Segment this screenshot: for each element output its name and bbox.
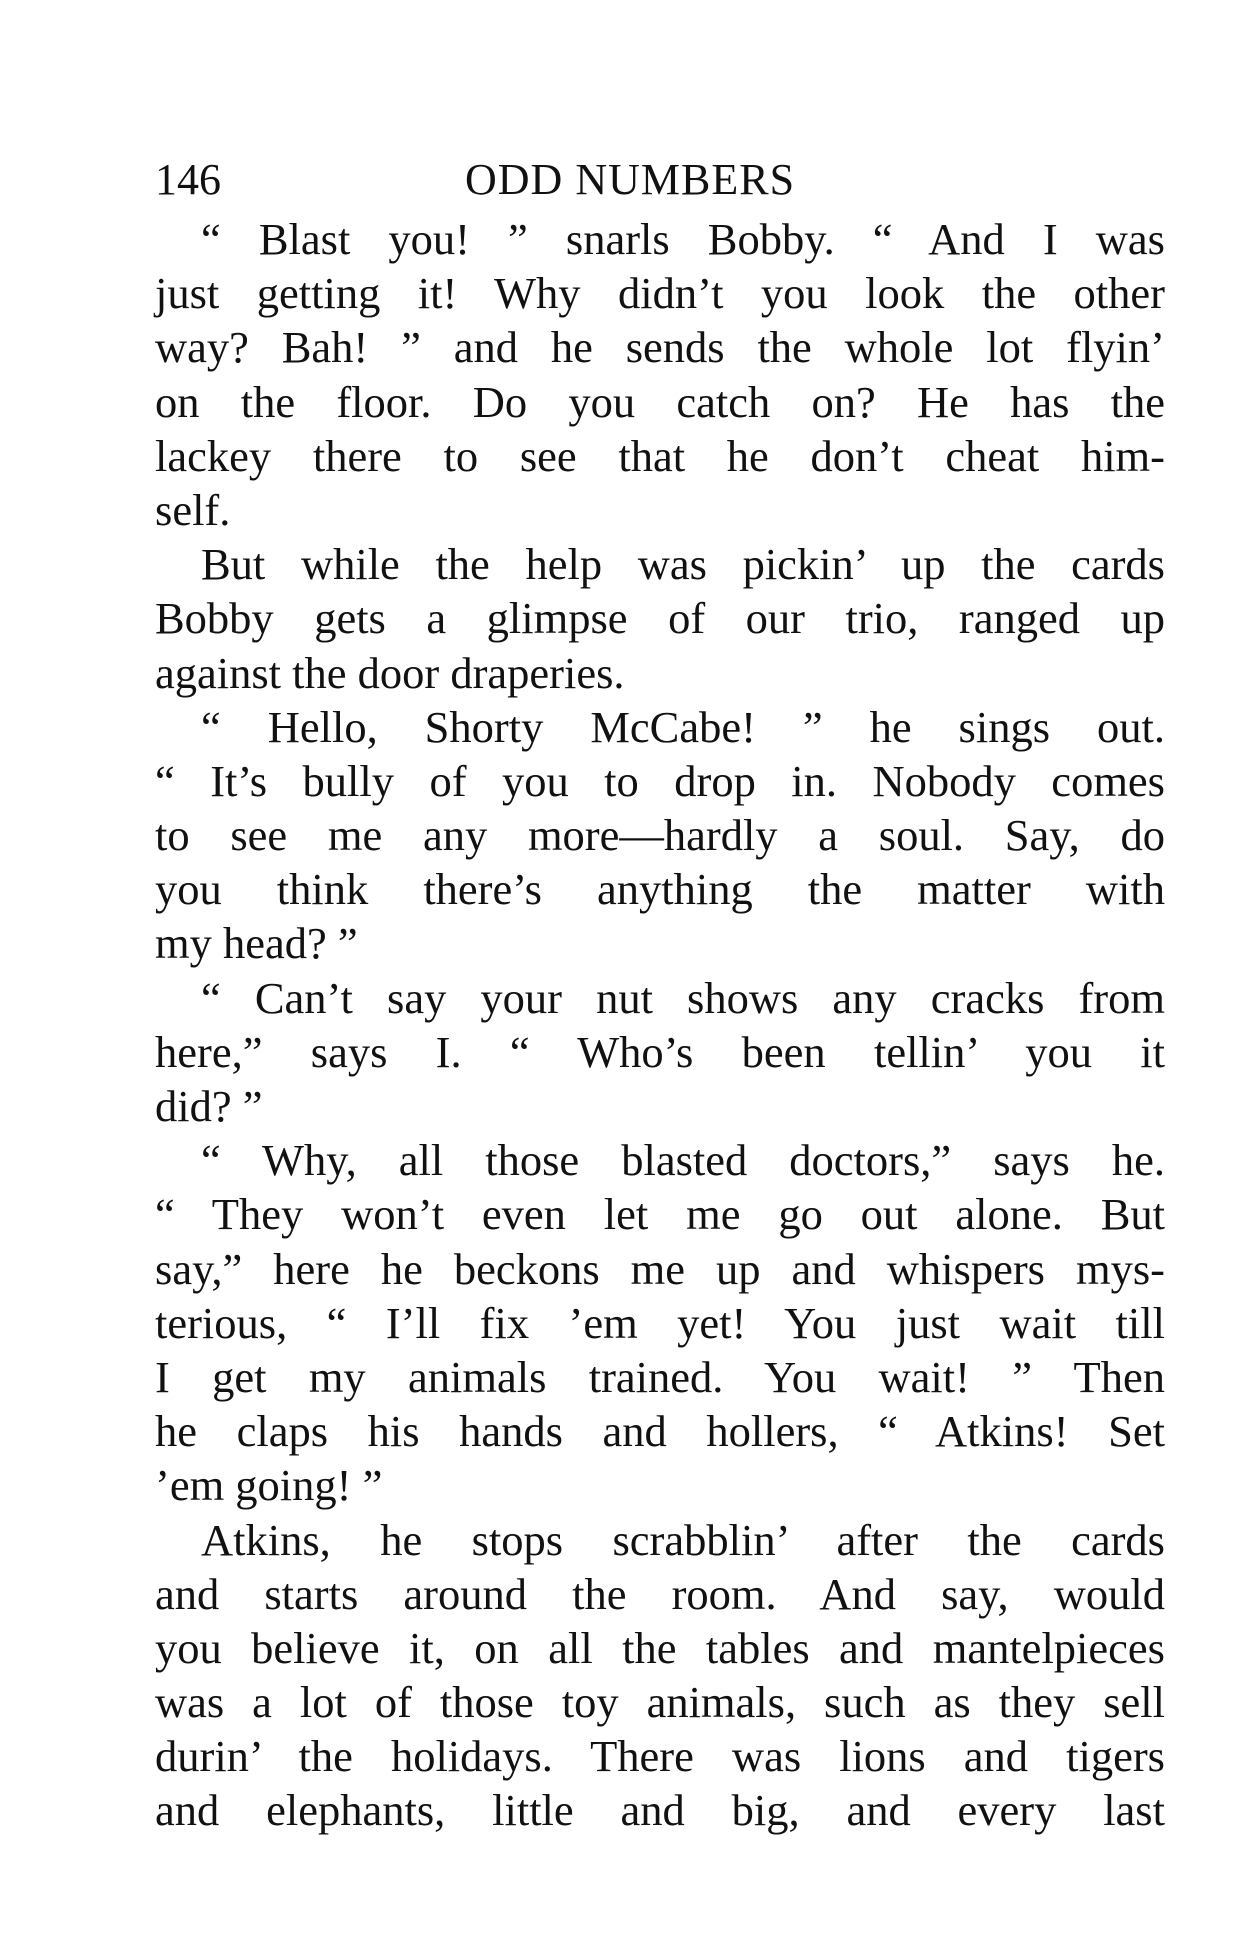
text-line: you believe it, on all the tables and mantelpieces	[155, 1622, 1165, 1673]
text-line: Atkins, he stops scrabblin’ after the cards	[201, 1514, 1165, 1565]
text-line: say,” here he beckons me up and whispers mys-	[155, 1243, 1165, 1294]
text-line: self.	[155, 484, 231, 535]
text-line: way? Bah! ” and he sends the whole lot flyin’	[155, 322, 1165, 373]
text-line: “ They won’t even let me go out alone. But	[155, 1189, 1165, 1240]
text-line: “ It’s bully of you to drop in. Nobody comes	[155, 755, 1165, 806]
text-line: “ Blast you! ” snarls Bobby. “ And I was	[201, 214, 1165, 264]
text-line: to see me any more—hardly a soul. Say, do	[155, 810, 1165, 861]
text-line: my head? ”	[155, 918, 358, 969]
text-line: Bobby gets a glimpse of our trio, ranged up	[155, 593, 1165, 644]
text-line: was a lot of those toy animals, such as they sell	[155, 1677, 1165, 1728]
running-head	[155, 150, 1165, 210]
page-number: 146	[155, 155, 221, 204]
text-line: you think there’s anything the matter with	[155, 864, 1165, 915]
book-title: ODD NUMBERS	[465, 155, 796, 204]
text-line: durin’ the holidays. There was lions and tigers	[155, 1731, 1165, 1782]
text-line: terious, “ I’ll fix ’em yet! You just wait till	[155, 1297, 1165, 1348]
text-line: I get my animals trained. You wait! ” Then	[155, 1351, 1165, 1402]
text-line: lackey there to see that he don’t cheat him-	[155, 430, 1165, 481]
text-line: just getting it! Why didn’t you look the other	[155, 268, 1165, 319]
text-line: ’em going! ”	[155, 1460, 383, 1511]
text-line: on the floor. Do you catch on? He has the	[155, 376, 1165, 427]
text-line: “ Can’t say your nut shows any cracks from	[201, 972, 1165, 1023]
book-page	[155, 150, 1165, 1910]
text-line: did? ”	[155, 1081, 263, 1131]
text-line: he claps his hands and hollers, “ Atkins! Set	[155, 1406, 1165, 1457]
text-line: “ Why, all those blasted doctors,” says he.	[201, 1135, 1165, 1186]
text-line: “ Hello, Shorty McCabe! ” he sings out.	[201, 701, 1165, 752]
text-line: and starts around the room. And say, would	[155, 1568, 1165, 1619]
text-line: against the door draperies.	[155, 647, 625, 698]
text-line: here,” says I. “ Who’s been tellin’ you it	[155, 1026, 1165, 1077]
text-line: and elephants, little and big, and every last	[155, 1785, 1165, 1836]
body-text	[155, 212, 1165, 1838]
text-line: But while the help was pickin’ up the cards	[201, 539, 1165, 590]
